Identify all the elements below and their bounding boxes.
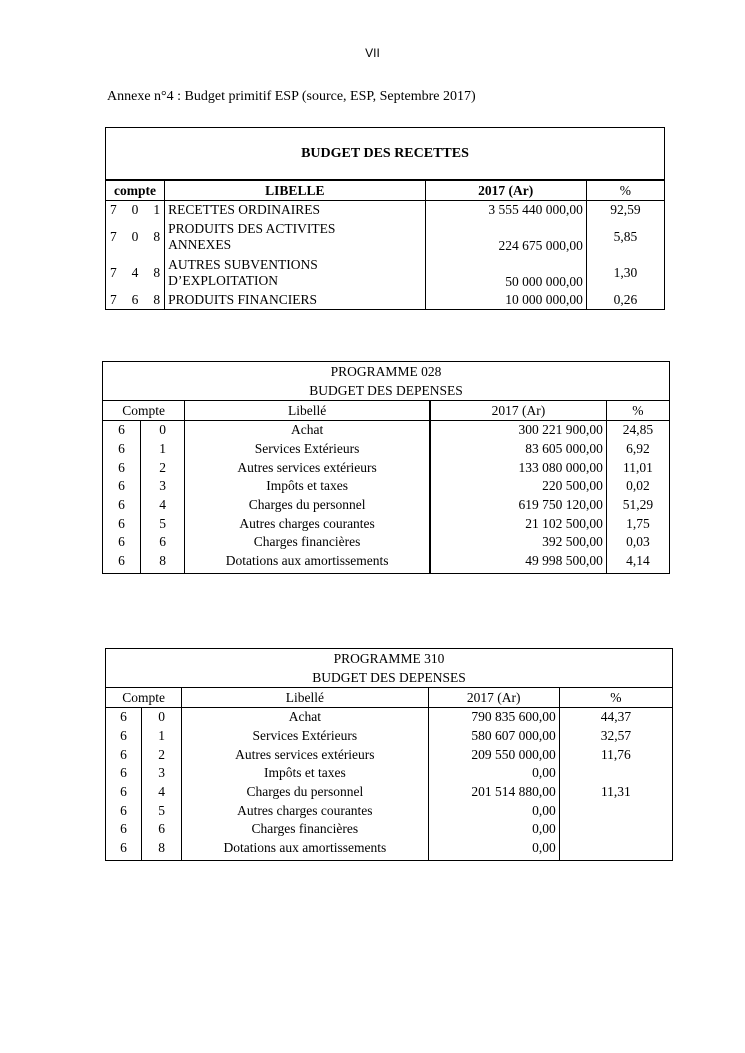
recettes-header-row bbox=[106, 180, 665, 201]
amount-cell: 0,00 bbox=[428, 839, 559, 860]
programme-title: PROGRAMME 028 bbox=[330, 363, 442, 379]
compte-class-cell: 6 bbox=[118, 441, 125, 457]
table-row bbox=[106, 291, 665, 310]
recettes-table bbox=[105, 127, 665, 310]
libelle-line: AUTRES SUBVENTIONS bbox=[168, 257, 318, 272]
pct-cell bbox=[559, 820, 672, 839]
pct-cell: 0,03 bbox=[606, 533, 669, 552]
compte-account-cell: 2 bbox=[141, 458, 185, 477]
libelle-cell bbox=[165, 255, 425, 291]
programme-header-row bbox=[103, 401, 670, 421]
compte-account-cell: 1 bbox=[141, 440, 185, 459]
amount-cell: 0,00 bbox=[428, 820, 559, 839]
libelle-cell: Charges financières bbox=[182, 820, 428, 839]
programme-310-rows bbox=[106, 708, 673, 861]
pct-cell: 92,59 bbox=[586, 201, 664, 220]
pct-cell: 1,75 bbox=[606, 514, 669, 533]
compte-account-cell: 6 bbox=[141, 533, 185, 552]
compte-account-cell: 2 bbox=[142, 745, 182, 764]
pct-cell: 0,02 bbox=[606, 477, 669, 496]
libelle-line: ANNEXES bbox=[168, 237, 232, 252]
libelle-cell: PRODUITS FINANCIERS bbox=[165, 291, 425, 310]
table-row bbox=[106, 801, 673, 820]
compte-account-cell: 0 bbox=[141, 421, 185, 440]
pct-cell: 0,26 bbox=[586, 291, 664, 310]
header-amount: 2017 (Ar) bbox=[430, 401, 606, 421]
header-libelle: LIBELLE bbox=[165, 180, 425, 201]
pct-cell: 32,57 bbox=[559, 727, 672, 746]
amount-cell: 619 750 120,00 bbox=[430, 496, 606, 515]
compte-account-cell: 8 bbox=[141, 552, 185, 573]
table-row bbox=[103, 458, 670, 477]
compte-account-cell: 4 bbox=[141, 496, 185, 515]
header-pct: % bbox=[606, 401, 669, 421]
compte-account-cell: 0 bbox=[142, 708, 182, 727]
header-libelle: Libellé bbox=[182, 688, 428, 708]
pct-cell: 24,85 bbox=[606, 421, 669, 440]
compte-class-cell: 6 bbox=[120, 765, 127, 781]
header-amount: 2017 (Ar) bbox=[428, 688, 559, 708]
table-row bbox=[106, 201, 665, 220]
table-row bbox=[106, 783, 673, 802]
compte-class-cell: 6 bbox=[120, 802, 127, 818]
compte-account-cell: 1 bbox=[142, 727, 182, 746]
table-row bbox=[106, 708, 673, 727]
table-row bbox=[103, 421, 670, 440]
table-row bbox=[106, 839, 673, 860]
libelle-cell bbox=[165, 219, 425, 255]
amount-cell: 83 605 000,00 bbox=[430, 440, 606, 459]
compte-account-cell: 4 bbox=[142, 783, 182, 802]
programme-028-table bbox=[102, 361, 670, 574]
compte-account-cell: 6 bbox=[142, 820, 182, 839]
compte-account-cell: 5 bbox=[142, 801, 182, 820]
compte-cell: 7 0 1 bbox=[110, 202, 161, 217]
programme-subtitle: BUDGET DES DEPENSES bbox=[312, 669, 466, 685]
compte-class-cell: 6 bbox=[118, 478, 125, 494]
compte-cell: 7 6 8 bbox=[110, 292, 161, 307]
table-row bbox=[103, 552, 670, 573]
amount-cell: 50 000 000,00 bbox=[425, 255, 586, 291]
pct-cell: 6,92 bbox=[606, 440, 669, 459]
header-pct: % bbox=[586, 180, 664, 201]
programme-subtitle: BUDGET DES DEPENSES bbox=[309, 382, 463, 398]
programme-028-rows bbox=[103, 421, 670, 574]
compte-account-cell: 5 bbox=[141, 514, 185, 533]
libelle-cell: RECETTES ORDINAIRES bbox=[165, 201, 425, 220]
header-compte: Compte bbox=[103, 401, 185, 421]
pct-cell: 51,29 bbox=[606, 496, 669, 515]
libelle-line: D’EXPLOITATION bbox=[168, 273, 278, 288]
programme-header-row bbox=[106, 688, 673, 708]
compte-cell: 7 0 8 bbox=[110, 229, 161, 244]
amount-cell: 10 000 000,00 bbox=[425, 291, 586, 310]
header-libelle: Libellé bbox=[185, 401, 430, 421]
programme-310-table bbox=[105, 648, 673, 861]
compte-class-cell: 6 bbox=[120, 840, 127, 856]
table-row bbox=[106, 764, 673, 783]
amount-cell: 133 080 000,00 bbox=[430, 458, 606, 477]
programme-title: PROGRAMME 310 bbox=[333, 650, 445, 666]
libelle-cell: Autres services extérieurs bbox=[185, 458, 430, 477]
pct-cell: 11,31 bbox=[559, 783, 672, 802]
compte-cell: 7 4 8 bbox=[110, 265, 161, 280]
amount-cell: 790 835 600,00 bbox=[428, 708, 559, 727]
compte-account-cell: 8 bbox=[142, 839, 182, 860]
amount-cell: 580 607 000,00 bbox=[428, 727, 559, 746]
compte-class-cell: 6 bbox=[120, 746, 127, 762]
pct-cell: 11,76 bbox=[559, 745, 672, 764]
header-pct: % bbox=[559, 688, 672, 708]
libelle-cell: Charges du personnel bbox=[182, 783, 428, 802]
libelle-cell: Dotations aux amortissements bbox=[185, 552, 430, 573]
pct-cell bbox=[559, 839, 672, 860]
amount-cell: 201 514 880,00 bbox=[428, 783, 559, 802]
amount-cell: 224 675 000,00 bbox=[425, 219, 586, 255]
table-row bbox=[103, 440, 670, 459]
table-row bbox=[103, 477, 670, 496]
header-compte: compte bbox=[106, 180, 165, 201]
amount-cell: 300 221 900,00 bbox=[430, 421, 606, 440]
table-row bbox=[103, 533, 670, 552]
libelle-cell: Autres charges courantes bbox=[182, 801, 428, 820]
pct-cell: 44,37 bbox=[559, 708, 672, 727]
recettes-title: BUDGET DES RECETTES bbox=[106, 128, 665, 181]
libelle-cell: Services Extérieurs bbox=[185, 440, 430, 459]
libelle-cell: Achat bbox=[185, 421, 430, 440]
amount-cell: 0,00 bbox=[428, 801, 559, 820]
compte-class-cell: 6 bbox=[118, 422, 125, 438]
table-row bbox=[106, 820, 673, 839]
table-row bbox=[106, 219, 665, 255]
libelle-cell: Autres charges courantes bbox=[185, 514, 430, 533]
amount-cell: 21 102 500,00 bbox=[430, 514, 606, 533]
amount-cell: 0,00 bbox=[428, 764, 559, 783]
compte-class-cell: 6 bbox=[120, 709, 127, 725]
amount-cell: 392 500,00 bbox=[430, 533, 606, 552]
amount-cell: 220 500,00 bbox=[430, 477, 606, 496]
libelle-cell: Impôts et taxes bbox=[182, 764, 428, 783]
page-number: VII bbox=[365, 46, 380, 60]
pct-cell: 5,85 bbox=[586, 219, 664, 255]
header-compte: Compte bbox=[106, 688, 182, 708]
amount-cell: 49 998 500,00 bbox=[430, 552, 606, 573]
table-row bbox=[103, 514, 670, 533]
libelle-line: PRODUITS DES ACTIVITES bbox=[168, 221, 336, 236]
compte-class-cell: 6 bbox=[120, 821, 127, 837]
compte-account-cell: 3 bbox=[141, 477, 185, 496]
libelle-cell: Dotations aux amortissements bbox=[182, 839, 428, 860]
libelle-cell: Services Extérieurs bbox=[182, 727, 428, 746]
pct-cell: 4,14 bbox=[606, 552, 669, 573]
compte-account-cell: 3 bbox=[142, 764, 182, 783]
table-row bbox=[106, 727, 673, 746]
compte-class-cell: 6 bbox=[118, 553, 125, 569]
pct-cell: 1,30 bbox=[586, 255, 664, 291]
compte-class-cell: 6 bbox=[118, 534, 125, 550]
libelle-cell: Charges du personnel bbox=[185, 496, 430, 515]
pct-cell bbox=[559, 764, 672, 783]
annex-title: Annexe n°4 : Budget primitif ESP (source, ESP, Septembre 2017) bbox=[107, 89, 476, 104]
libelle-cell: Achat bbox=[182, 708, 428, 727]
compte-class-cell: 6 bbox=[118, 497, 125, 513]
pct-cell: 11,01 bbox=[606, 458, 669, 477]
compte-class-cell: 6 bbox=[120, 784, 127, 800]
compte-class-cell: 6 bbox=[120, 728, 127, 744]
libelle-cell: Impôts et taxes bbox=[185, 477, 430, 496]
pct-cell bbox=[559, 801, 672, 820]
libelle-cell: Autres services extérieurs bbox=[182, 745, 428, 764]
amount-cell: 3 555 440 000,00 bbox=[425, 201, 586, 220]
table-row bbox=[103, 496, 670, 515]
libelle-cell: Charges financières bbox=[185, 533, 430, 552]
header-amount: 2017 (Ar) bbox=[425, 180, 586, 201]
compte-class-cell: 6 bbox=[118, 459, 125, 475]
table-row bbox=[106, 745, 673, 764]
compte-class-cell: 6 bbox=[118, 515, 125, 531]
table-row bbox=[106, 255, 665, 291]
amount-cell: 209 550 000,00 bbox=[428, 745, 559, 764]
